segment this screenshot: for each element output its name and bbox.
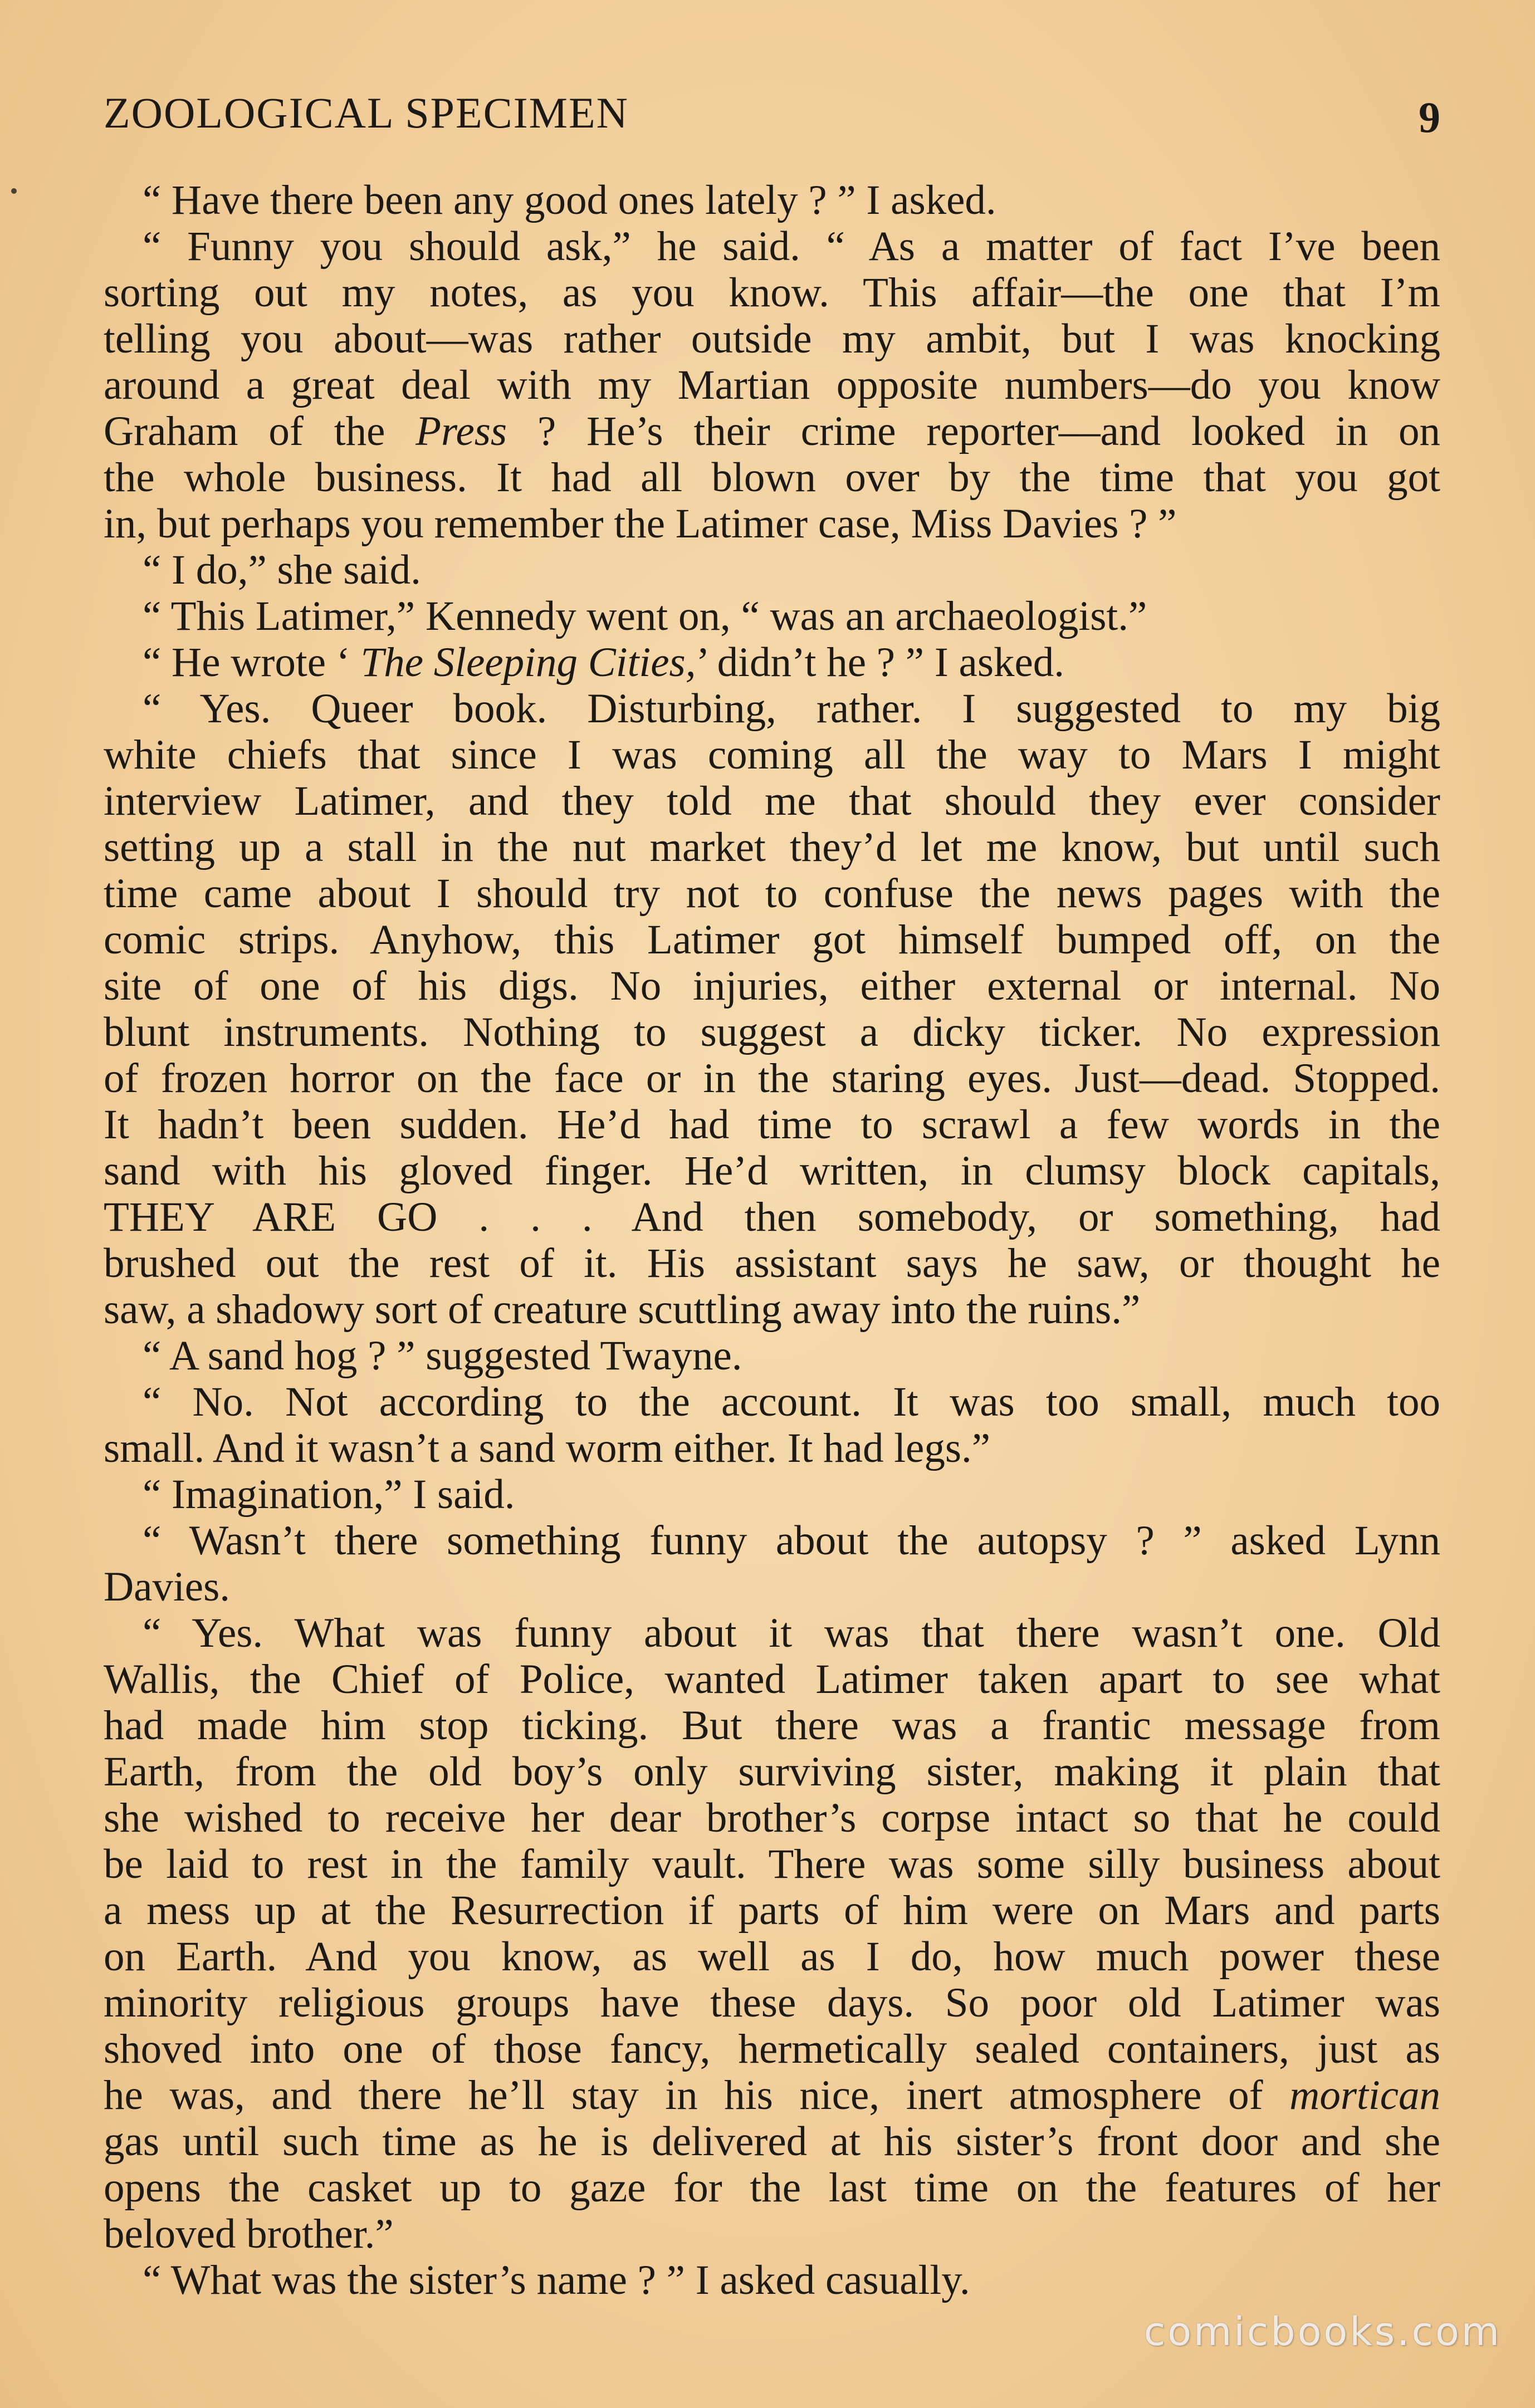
text-line: “ A sand hog ? ” suggested Twayne. xyxy=(143,1333,742,1379)
text-line: on Earth. And you know, as well as I do, how much power these xyxy=(104,1934,1440,1980)
text-line: white chiefs that since I was coming all the way to Mars I might xyxy=(104,732,1440,778)
text-line: blunt instruments. Nothing to suggest a dicky ticker. No expression xyxy=(104,1009,1440,1055)
text-line: “ This Latimer,” Kennedy went on, “ was an archaeologist.” xyxy=(143,593,1147,639)
text-line: “ Imagination,” I said. xyxy=(143,1471,515,1518)
text-line: sand with his gloved finger. He’d written, in clumsy block capitals, xyxy=(104,1148,1440,1194)
text-line: Wallis, the Chief of Police, wanted Latimer taken apart to see what xyxy=(104,1656,1440,1702)
text-line: “ What was the sister’s name ? ” I asked casually. xyxy=(143,2257,970,2303)
text-line: minority religious groups have these days. So poor old Latimer was xyxy=(104,1980,1440,2026)
text-line: around a great deal with my Martian opposite numbers—do you know xyxy=(104,362,1440,408)
text-line: she wished to receive her dear brother’s corpse intact so that he could xyxy=(104,1795,1440,1841)
text-line: “ Yes. Queer book. Disturbing, rather. I suggested to my big xyxy=(143,686,1440,732)
page-header xyxy=(104,82,1440,144)
running-head: ZOOLOGICAL SPECIMEN xyxy=(104,89,629,137)
text-line: “ Funny you should ask,” he said. “ As a matter of fact I’ve been xyxy=(143,223,1440,270)
text-line: the whole business. It had all blown over by the time that you got xyxy=(104,454,1440,501)
text-line: “ I do,” she said. xyxy=(143,547,421,593)
text-line: “ No. Not according to the account. It was too small, much too xyxy=(143,1379,1440,1425)
text-line: small. And it wasn’t a sand worm either. It had legs.” xyxy=(104,1425,991,1471)
ink-speck xyxy=(11,188,17,194)
text-line: he was, and there he’ll stay in his nice, inert atmosphere of mortican xyxy=(104,2072,1440,2118)
text-line: setting up a stall in the nut market they’d let me know, but until such xyxy=(104,824,1440,870)
text-line: sorting out my notes, as you know. This affair—the one that I’m xyxy=(104,270,1440,316)
text-line: “ Have there been any good ones lately ? ” I asked. xyxy=(143,177,996,223)
text-line: Earth, from the old boy’s only surviving sister, making it plain that xyxy=(104,1749,1440,1795)
text-line: telling you about—was rather outside my ambit, but I was knocking xyxy=(104,316,1440,362)
text-line: Davies. xyxy=(104,1564,231,1610)
text-line: comic strips. Anyhow, this Latimer got himself bumped off, on the xyxy=(104,917,1440,963)
text-line: Graham of the Press ? He’s their crime reporter—and looked in on xyxy=(104,408,1441,454)
text-line: time came about I should try not to confuse the news pages with the xyxy=(104,870,1440,917)
text-line: brushed out the rest of it. His assistant says he saw, or thought he xyxy=(104,1240,1440,1286)
text-line: be laid to rest in the family vault. There was some silly business about xyxy=(104,1841,1440,1887)
text-line: a mess up at the Resurrection if parts of him were on Mars and parts xyxy=(104,1887,1440,1934)
watermark: comicbooks.com xyxy=(1143,2309,1502,2355)
text-line: “ Wasn’t there something funny about the autopsy ? ” asked Lynn xyxy=(143,1518,1440,1564)
text-line: interview Latimer, and they told me that should they ever consider xyxy=(104,778,1440,824)
text-line: in, but perhaps you remember the Latimer case, Miss Davies ? ” xyxy=(104,501,1177,547)
text-line: of frozen horror on the face or in the staring eyes. Just—dead. Stopped. xyxy=(104,1055,1440,1102)
text-line: gas until such time as he is delivered at his sister’s front door and she xyxy=(104,2118,1440,2165)
text-line: saw, a shadowy sort of creature scuttling away into the ruins.” xyxy=(104,1286,1141,1333)
text-line: “ Yes. What was funny about it was that there wasn’t one. Old xyxy=(143,1610,1440,1656)
text-line: opens the casket up to gaze for the last time on the features of her xyxy=(104,2165,1440,2211)
text-line: had made him stop ticking. But there was a frantic message from xyxy=(104,1702,1440,1749)
body-text xyxy=(104,177,1440,2303)
text-line: beloved brother.” xyxy=(104,2211,394,2257)
page-number: 9 xyxy=(1419,93,1440,141)
text-line: site of one of his digs. No injuries, either external or internal. No xyxy=(104,963,1440,1009)
text-line: THEY ARE GO . . . And then somebody, or something, had xyxy=(104,1194,1440,1240)
text-line: “ He wrote ‘ The Sleeping Cities,’ didn’t he ? ” I asked. xyxy=(143,639,1065,686)
text-line: It hadn’t been sudden. He’d had time to scrawl a few words in the xyxy=(104,1102,1440,1148)
text-line: shoved into one of those fancy, hermetically sealed containers, just as xyxy=(104,2026,1440,2072)
